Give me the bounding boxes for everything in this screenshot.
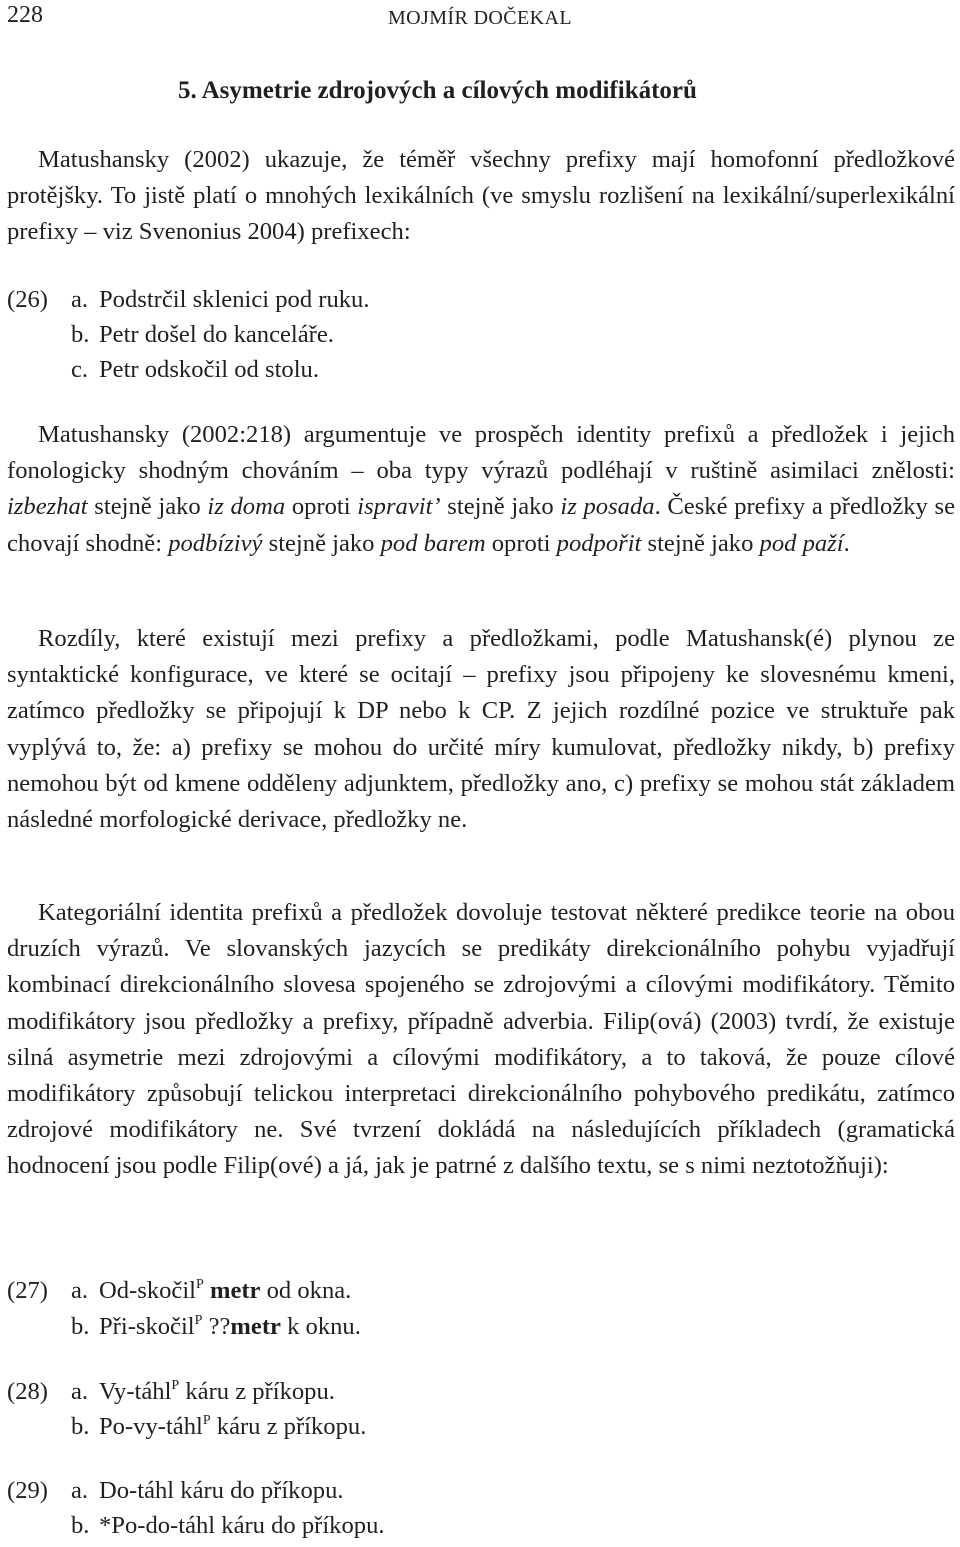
item-letter: c. [71, 356, 89, 383]
item-verb: Vy-táhl [99, 1378, 172, 1405]
item-text: *Po-do-táhl káru do příkopu. [99, 1512, 385, 1539]
running-head: MOJMÍR DOČEKAL [388, 7, 572, 29]
example-number: (27) [7, 1277, 48, 1304]
item-text: Petr odskočil od stolu. [99, 356, 319, 383]
text-span: . České prefixy a předložky se chovají shodně: [7, 493, 956, 557]
paragraph-3-text: Rozdíly, které existují mezi prefixy a předložkami, podle Matushansk(é) plynou ze syntaktické konfigurace, ve které se ocitají – prefixy jsou připojeny ke slovesnému kmeni, zatímco předložky se připojují k DP nebo k CP. Z jejich rozdílné pozice ve struktuře pak vyplývá to, že: a) prefixy se mohou do určité míry kumulovat, předložky nikdy, b) prefixy nemohou být od kmene odděleny adjunktem, předložky ano, c) prefixy se mohou stát základem následné morfologické derivace, předložky ne. [7, 625, 955, 834]
item-letter: a. [71, 1378, 89, 1405]
item-text: Petr došel do kanceláře. [99, 321, 334, 348]
text-span: stejně jako [87, 493, 208, 521]
item-letter: a. [71, 286, 89, 313]
section-title: 5. Asymetrie zdrojových a cílových modifikátorů [178, 77, 697, 104]
item-marker: ?? [202, 1313, 231, 1340]
aspect-superscript: P [202, 1413, 211, 1428]
paragraph-4-text: Kategoriální identita prefixů a předložek dovoluje testovat některé predikce teorie na obou druzích výrazů. Ve slovanských jazycích se predikáty direkcionálního pohybu vyjadřují kombinací direkcionálního slovesa spojeného se zdrojovými a cílovými modifikátory. Těmito modifikátory jsou předložky a prefixy, případně adverbia. Filip(ová) (2003) tvrdí, že existuje silná asymetrie mezi zdrojovými a cílovými modifikátory, a to taková, že pouze cílové modifikátory způsobují telickou interpretaci direkcionálního pohybového predikátu, zatímco zdrojové modifikátory ne. Své tvrzení dokládá na následujících příkladech (gramatická hodnocení jsou podle Filip(ové) a já, jak je patrné z dalšího textu, se s nimi neztotožňuji): [7, 899, 955, 1180]
item-letter: b. [71, 321, 90, 348]
paragraph-1-text: Matushansky (2002) ukazuje, že téměř všechny prefixy mají homofonní předložkové protějšky. To jistě platí o mnohých lexikálních (ve smyslu rozlišení na lexikální/superlexikální prefixy – viz Svenonius 2004) prefixech: [7, 146, 955, 246]
item-rest: káru z příkopu. [210, 1413, 367, 1440]
italic-example: iz doma [207, 493, 286, 521]
italic-example: podbízivý [168, 529, 263, 557]
bold-measure: metr [209, 1277, 261, 1304]
paragraph-1 [7, 142, 955, 251]
text-span: oproti [485, 529, 557, 557]
item-letter: a. [71, 1277, 89, 1304]
example-number: (28) [7, 1378, 48, 1405]
page-header [0, 0, 960, 40]
item-letter: a. [71, 1477, 89, 1504]
example-number: (29) [7, 1477, 48, 1504]
italic-example: iz posada [560, 493, 655, 521]
example-item [71, 1310, 361, 1343]
text-span: oproti [285, 493, 358, 521]
item-rest: k oknu. [280, 1313, 361, 1340]
aspect-superscript: P [171, 1378, 180, 1393]
item-verb: Při-skočil [99, 1313, 195, 1340]
item-verb: Po-vy-táhl [99, 1413, 203, 1440]
example-item [71, 1274, 351, 1307]
example-number: (26) [7, 286, 48, 313]
example-item [71, 1410, 366, 1443]
bold-measure: metr [230, 1313, 281, 1340]
paragraph-3 [7, 621, 955, 838]
item-text: Do-táhl káru do příkopu. [99, 1477, 344, 1504]
example-item [71, 283, 370, 316]
italic-example: podpořit [556, 529, 642, 557]
item-verb: Od-skočil [99, 1277, 196, 1304]
paragraph-4 [7, 895, 955, 1185]
italic-example: pod paží [759, 529, 844, 557]
text-span: stejně jako [440, 493, 561, 521]
text-span: stejně jako [641, 529, 760, 557]
italic-example: ispravit’ [357, 493, 441, 521]
paragraph-2 [7, 417, 955, 562]
example-item [71, 318, 334, 351]
example-item [71, 1474, 344, 1507]
example-item [71, 353, 319, 386]
item-letter: b. [71, 1512, 90, 1539]
item-rest: od okna. [260, 1277, 352, 1304]
text-span: . [843, 529, 850, 557]
paragraph-2-text: Matushansky (2002:218) argumentuje ve prospěch identity prefixů a předložek i jejich fonologicky shodným chováním – oba typy výrazů podléhají v ruštině asimilaci znělosti: [7, 421, 955, 485]
italic-example: pod barem [380, 529, 486, 557]
item-rest: káru z příkopu. [179, 1378, 335, 1405]
example-item [71, 1375, 335, 1408]
item-letter: b. [71, 1413, 90, 1440]
aspect-superscript: P [196, 1277, 204, 1292]
example-item [71, 1509, 385, 1542]
page-number: 228 [7, 2, 43, 28]
italic-example: izbezhat [7, 493, 88, 521]
item-letter: b. [71, 1313, 90, 1340]
aspect-superscript: P [194, 1313, 203, 1328]
text-span: stejně jako [262, 529, 381, 557]
item-text: Podstrčil sklenici pod ruku. [99, 286, 370, 313]
